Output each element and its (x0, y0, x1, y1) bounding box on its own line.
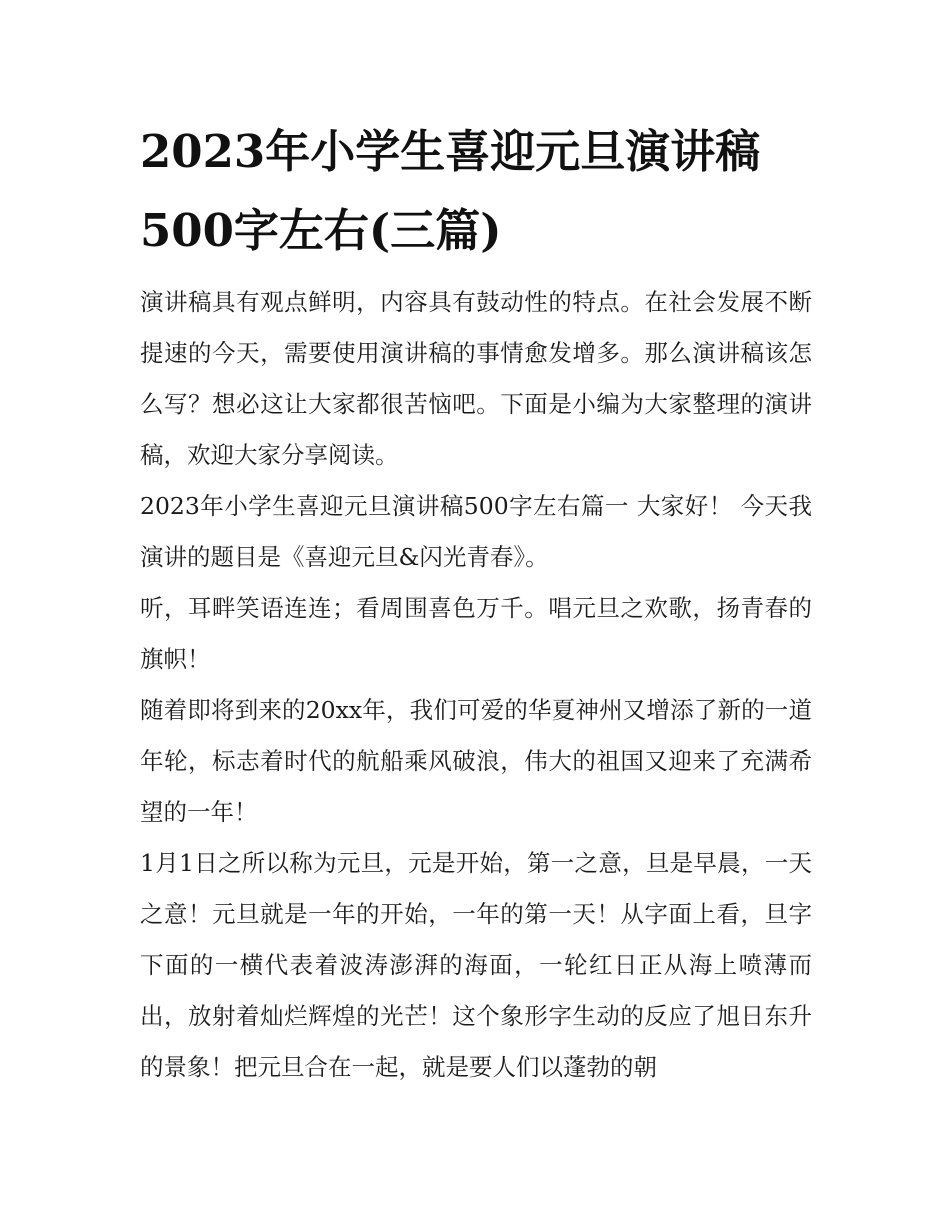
document-body (140, 277, 812, 1093)
document-title: 2023年小学生喜迎元旦演讲稿500字左右(三篇) (140, 125, 761, 257)
paragraph-listen: 听，耳畔笑语连连；看周围喜色万千。唱元旦之欢歌，扬青春的旗帜！ (140, 594, 812, 673)
paragraph-intro: 演讲稿具有观点鲜明，内容具有鼓动性的特点。在社会发展不断提速的今天，需要使用演讲稿的事情愈发增多。那么演讲稿该怎么写？想必这让大家都很苦恼吧。下面是小编为大家整理的演讲稿，欢迎大家分享阅读。 (140, 288, 812, 469)
paragraph-new-year: 随着即将到来的20xx年，我们可爱的华夏神州又增添了新的一道年轮，标志着时代的航船乘风破浪，伟大的祖国又迎来了充满希望的一年！ (140, 696, 812, 826)
paragraph-speech-heading: 2023年小学生喜迎元旦演讲稿500字左右篇一 大家好！ 今天我演讲的题目是《喜迎元旦&闪光青春》。 (140, 492, 812, 571)
paragraph-yuandan-meaning: 1月1日之所以称为元旦，元是开始，第一之意，旦是早晨，一天之意！元旦就是一年的开始，一年的第一天！从字面上看，旦字下面的一横代表着波涛澎湃的海面，一轮红日正从海上喷薄而出，放射着灿烂辉煌的光芒！这个象形字生动的反应了旭日东升的景象！把元旦合在一起，就是要人们以蓬勃的朝 (140, 849, 812, 1081)
